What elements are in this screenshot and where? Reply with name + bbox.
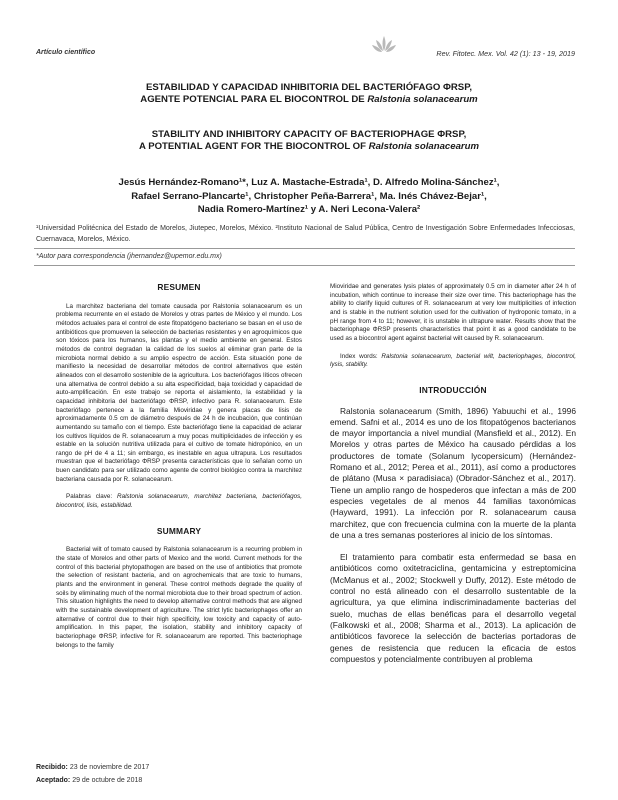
left-column [56, 283, 302, 650]
author-list [36, 176, 582, 217]
summary-keywords: Index words: Ralstonia solanacearum, bacterial wilt, bacteriophages, biocontrol, lysis, stability. [330, 352, 577, 369]
divider-bottom [34, 265, 575, 266]
article-type: Artículo científico [36, 49, 96, 56]
title-es-line2: AGENTE POTENCIAL PARA EL BIOCONTROL DE Ralstonia solanacearum [140, 94, 478, 105]
affiliations: ¹Universidad Politécnica del Estado de Morelos, Jiutepec, Morelos, México. ²Instituto Nacional de Salud Pública, Centro de Investigación Sobre Enfermedades Infecciosas, Cuernavaca, Morelos, México. [36, 225, 575, 243]
authors-line1: Jesús Hernández-Romano¹*, Luz A. Mastache-Estrada¹, D. Alfredo Molina-Sánchez¹, [118, 177, 500, 188]
introduccion-heading: INTRODUCCIÓN [419, 384, 487, 395]
title-en-line2: A POTENTIAL AGENT FOR THE BIOCONTROL OF Ralstonia solanacearum [138, 141, 480, 152]
accepted-date: Aceptado: 29 de octubre de 2018 [36, 777, 143, 784]
resumen-text: La marchitez bacteriana del tomate causada por Ralstonia solanacearum es un problema recurrente en el estado de Morelos y otras partes de México y el mundo. Los métodos actuales para el control de este fitopatógeno bacteriano se basan en el uso de antibióticos que promueven la selección de bacterias resistentes y en agroquímicos que son tóxicos para los humanos, las plantas y el medio ambiente en general. Estos métodos de control degradan la calidad de los suelos al eliminar gran parte de la microbiota normal debido a su amplio espectro de acción. Esta situación pone de manifiesto la necesidad de desarrollar métodos de control alternativos que estén alineados con el desarrollo sostenible de la agricultura. Los bacteriófagos líticos ofrecen una alternativa de control debido a su alta especificidad, baja toxicidad y capacidad de auto-amplificación. En este trabajo se reporta el aislamiento, la estabilidad y la capacidad inhibitoria del bacteriófago ΦRSP, infectivo para R. solanacearum. Este bacteriófago pertenece a la familia Mioviridae y genera placas de lisis de aproximadamente 0.5 cm de diámetro después de 24 h de incubación, que continúan aumentando su tamaño con el tiempo. Este bacteriófago tiene la capacidad de aclarar los cultivos líquidos de R. solanacearum a muy pocas multiplicidades de infección y es estable en la solución nutritiva utilizada para el cultivo de tomate hidropónico, en un rango de pH de 4 a 11; sin embargo, es inestable en agua ultrapura. Los resultados muestran que el bacteriófago ΦRSP presenta características que lo señalan como un buen candidato para ser utilizado como agente de control biológico contra la marchitez bacteriana causada por R. solanacearum. [56, 302, 302, 483]
received-date: Recibido: 23 de noviembre de 2017 [36, 764, 150, 771]
summary-text-left: Bacterial wilt of tomato caused by Ralstonia solanacearum is a recurring problem in the state of Morelos and other parts of Mexico and the world. Current methods for the control of this bacterial phytopathogen are based on the use of antibiotics that promote the selection of resistant bacteria, and on agrochemicals that are toxic to humans, plants and the environment in general. These control methods degrade the quality of soils by eliminating much of the normal microbiota due to their broad spectrum of action. This situation highlights the need to develop alternative control methods that are aligned with the sustainable development of agriculture. The strict lytic bacteriophages offer an alternative of control due to their high specificity, low toxicity and capacity of auto-amplification. In this paper, the isolation, stability and inhibitory capacity of bacteriophage ΦRSP, infective for R. solanacearum are reported. This bacteriophage belongs to the family [56, 546, 302, 649]
authors-line2: Rafael Serrano-Plancarte¹, Christopher Peña-Barrera¹, Ma. Inés Chávez-Bejar¹, [131, 190, 487, 202]
summary-heading: SUMMARY [156, 525, 202, 536]
summary-text-right: Mioviridae and generates lysis plates of approximately 0.5 cm in diameter after 24 h of incubation, which continue to increase their size over time. This bacteriophage has the ability to clarify liquid cultures of R. solanacearum at very low multiplicities of infection and is stable in the nutrient solution used for the cultivation of hydroponic tomato, in a pH range from 4 to 11; however, it is unstable in ultrapure water. Results show that the bacteriophage ΦRSP presents characteristics that point it as a good candidate to be used as a biocontrol agent against bacterial wilt caused by R. solanacearum. [330, 283, 576, 342]
correspondence-email: *Autor para correspondencia (jhernandez@upemor.edu.mx) [36, 253, 222, 260]
journal-reference: Rev. Fitotec. Mex. Vol. 42 (1): 13 - 19, 2019 [436, 49, 575, 58]
resumen-heading: RESUMEN [157, 282, 201, 292]
divider-top [34, 248, 575, 249]
title-english [36, 129, 582, 153]
title-spanish [36, 82, 582, 106]
authors-line3: Nadia Romero-Martínez¹ y A. Neri Lecona-Valera² [197, 204, 421, 215]
journal-leaf-logo [371, 34, 397, 54]
right-column [330, 283, 576, 665]
title-en-line1: STABILITY AND INHIBITORY CAPACITY OF BACTERIOPHAGE ΦRSP, [151, 129, 467, 140]
resumen-keywords: Palabras clave: Ralstonia solanacearum, marchitez bacteriana, bacteriófagos, biocontrol, lisis, estabilidad. [56, 493, 302, 510]
title-es-line1: ESTABILIDAD Y CAPACIDAD INHIBITORIA DEL BACTERIÓFAGO ΦRSP, [145, 82, 473, 93]
intro-paragraph-2: El tratamiento para combatir esta enfermedad se basa en antibióticos como oxitetraciclina, gentamicina y estreptomicina (McManus et al., 2002; Stockwell y Duffy, 2012). Este método de control no está alineado con el desarrollo sustentable de la agricultura, ya que elimina indiscriminadamente bacterias del suelo, muchas de ellas benéficas para el desarrollo vegetal (Falkowski et al., 2008; Sharma et al., 2013). La aplicación de antibióticos favorece la selección de bacterias portadoras de genes de resistencia que reducen la eficacia de estos compuestos y potencialmente contribuyen al problema [330, 552, 576, 664]
intro-paragraph-1: Ralstonia solanacearum (Smith, 1896) Yabuuchi et al., 1996 emend. Safni et al., 2014 es uno de los fitopatógenos bacterianos de mayor importancia a nivel mundial (Mansfield et al., 2012). En Morelos y otras partes de México ha causado pérdidas a los productores de tomate (Solanum lycopersicum) (Hernández-Romano et al., 2012; Perea et al., 2011), así como a productores de plátano (Musa × paradisiaca) (Obrador-Sánchez et al., 2017). Tiene un amplio rango de hospederos que infectan a más de 200 especies vegetales de al menos 44 familias taxonómicas (Hayward, 1991). La infección por R. solanacearum causa marchitez, que con frecuencia culmina con la muerte de la planta de una a tres semanas posteriores al inicio de los síntomas. [330, 405, 576, 540]
